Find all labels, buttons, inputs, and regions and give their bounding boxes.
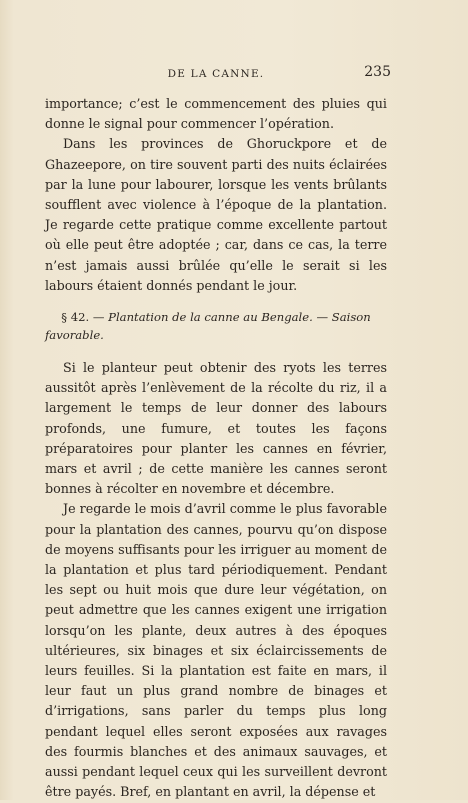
page-header [45,64,391,88]
body-text [45,94,387,803]
section-number: § 42. — [61,310,105,325]
paragraph: Je regarde le mois d’avril comme le plus favorable pour la plantation des cannes, pourvu qu’on dispose de moyens suffisants pour les irriguer au moment de la plantation et plus tard périodiquement. Pendant les sept ou huit mois que dure leur végétation, on peut admettre que les cannes exigent une irrigation lorsqu’on les plante, deux autres à des époques ultérieures, six binages et six éclaircissements de leurs feuilles. Si la plantation est faite en mars, il leur faut un plus grand nombre de binages et d’irrigations, sans parler du temps plus long pendant lequel elles seront exposées aux ravages des fourmis blanches et des animaux sauvages, et aussi pendant lequel ceux qui les surveillent devront être payés. Bref, en plantant en avril, la dépense et [45,501,387,800]
paragraph: Dans les provinces de Ghoruckpore et de Ghazeepore, on tire souvent parti des nuits éclairées par la lune pour labourer, lorsque les vents brûlants soufflent avec violence à l’époque de la plantation. Je regarde cette pratique comme excellente partout où elle peut être adoptée ; car, dans ce cas, la terre n’est jamais aussi brûlée qu’elle le serait si les labours étaient donnés pendant le jour. [45,136,387,293]
running-head: DE LA CANNE. [167,68,265,80]
paragraph: Si le planteur peut obtenir des ryots les terres aussitôt après l’enlèvement de la récolte du riz, il a largement le temps de leur donner des labours profonds, une fumure, et toutes les façons préparatoires pour planter les cannes en février, mars et avril ; de cette manière les cannes seront bonnes à récolter en novembre et décembre. [45,360,387,497]
paragraph-continued: importance; c’est le commencement des pluies qui donne le signal pour commencer l’opération. [45,96,387,132]
section-title: Plantation de la canne au Bengale. — Saison favorable. [45,310,371,343]
section-heading [45,308,387,344]
page-content [45,64,391,803]
page-number: 235 [364,64,391,80]
